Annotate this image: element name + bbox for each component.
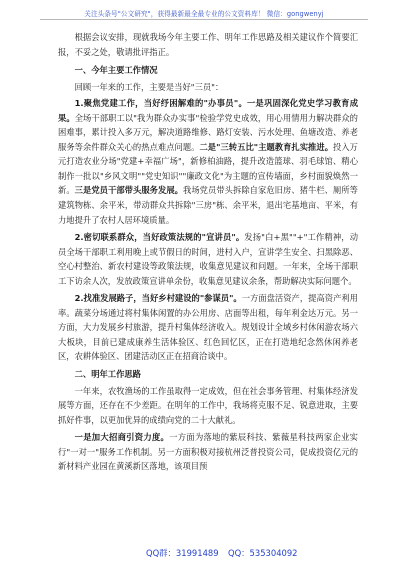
footer-qq: QQ：535304092 (228, 548, 298, 558)
section2-item1-text: 一方面为落地的紫辰科技、紫薇星科技两家企业实行"一对一"服务工作机制。另一方面积极对接杭州泛普投资公司，促成投资亿元的新材料产业园在黄溪新区落地，该项目预 (58, 432, 358, 472)
item2-bold: 2.密切联系群众，当好政策法规的"宣讲员"。 (74, 232, 245, 243)
intro-paragraph: 根据会议安排，现就我场今年主要工作、明年工作思路及相关建议作个简要汇报，不妥之处，敬请批评指正。 (58, 32, 358, 57)
item3-bold: 2.找准发展路子，当好乡村建设的"参谋员"。 (74, 293, 242, 304)
item1-text2: 投入万元打造农业分场"党建+幸福广场"，新修柏油路，提升改造篮球、羽毛球馆、精心制作一批以"乡风文明""党史知识""廉政文化"为主题的宣传墙面，乡村面貌焕然一新。 (58, 141, 358, 196)
section1-item3 (58, 291, 358, 364)
section2-paragraph: 一年来，农牧渔场的工作虽取得一定成效，但在社会事务管理、村集体经济发展等方面，还存在不少差距。在明年的工作中，我场将克服不足、锐意进取，主要抓好件事，以更加优异的成绩向党的二十大献礼。 (58, 385, 358, 425)
item1-bold3: 三是党员干部带头服务发展。 (74, 185, 184, 196)
item3-text: 一方面盘活资产，提高资产利用率。蔬菜分场通过将村集体闲置的办公用房、店面等出租，每年利金达万元。另一方面，大力发展乡村旅游，提升村集体经济收入。规划设计全域乡村休闲游农场六大板块，目前已建成康养生活体验区、红色回忆区，正在打造地纪念然休闲养老区，农耕体验区、团建活动区正在招商洽谈中。 (58, 293, 358, 362)
document-body (58, 30, 358, 474)
item1-bold: 1.聚焦党建工作，当好纾困解难的"办事员"。一是巩固深化党史学习教育成果。 (58, 98, 358, 123)
section1-item2 (58, 230, 358, 288)
item1-bold2: 二是"三转五比"主题教育扎实推进。 (199, 141, 334, 152)
section1-heading: 一、今年主要工作情况 (74, 65, 158, 76)
section1-item1 (58, 96, 358, 227)
section1-lead: 回顾一年来的工作，主要是当好"三员"： (74, 81, 224, 92)
footer-qq-group: QQ群：31991489 (146, 548, 219, 558)
section2-heading: 二、明年工作思路 (74, 369, 141, 380)
item1-text: 全场干部职工以"我为群众办实事"检验学党史成效，用心用情用力解决群众的困难事，累计投入多万元，解决道路维修、路灯安装、污水处理、鱼塘改造、养老服务等余件群众关心的热点难点问题。 (58, 112, 358, 152)
section2-item1 (58, 430, 358, 474)
header-divider (40, 19, 368, 20)
top-banner: 关注头条号"公文研究"，获得最新最全最专业的公文资料库！ 微信：gongwenyj (84, 10, 324, 18)
item2-text: 发扬"白+黑""+"工作精神，动员全场干部职工利用晚上或节假日的时间，进村入户，宣讲学生安全、扫黑除恶、空心村整治、新农村建设等政策法规，收集意见建议和问题。一年来，全场干部职工下访余人次，发放政策宣讲单余份，收集意见建议余条，帮助解决实际问题个。 (58, 232, 358, 286)
item1-text3: 我场党员带头拆除自家危旧房、猪牛栏、厕所等建筑物栋、余平米，带动群众共拆除"三房"栋、余平米，退出宅基地亩、平米，有力地提升了农村人居环境质量。 (58, 185, 358, 225)
section2-item1-bold: 一是加大招商引资力度。 (74, 432, 170, 443)
